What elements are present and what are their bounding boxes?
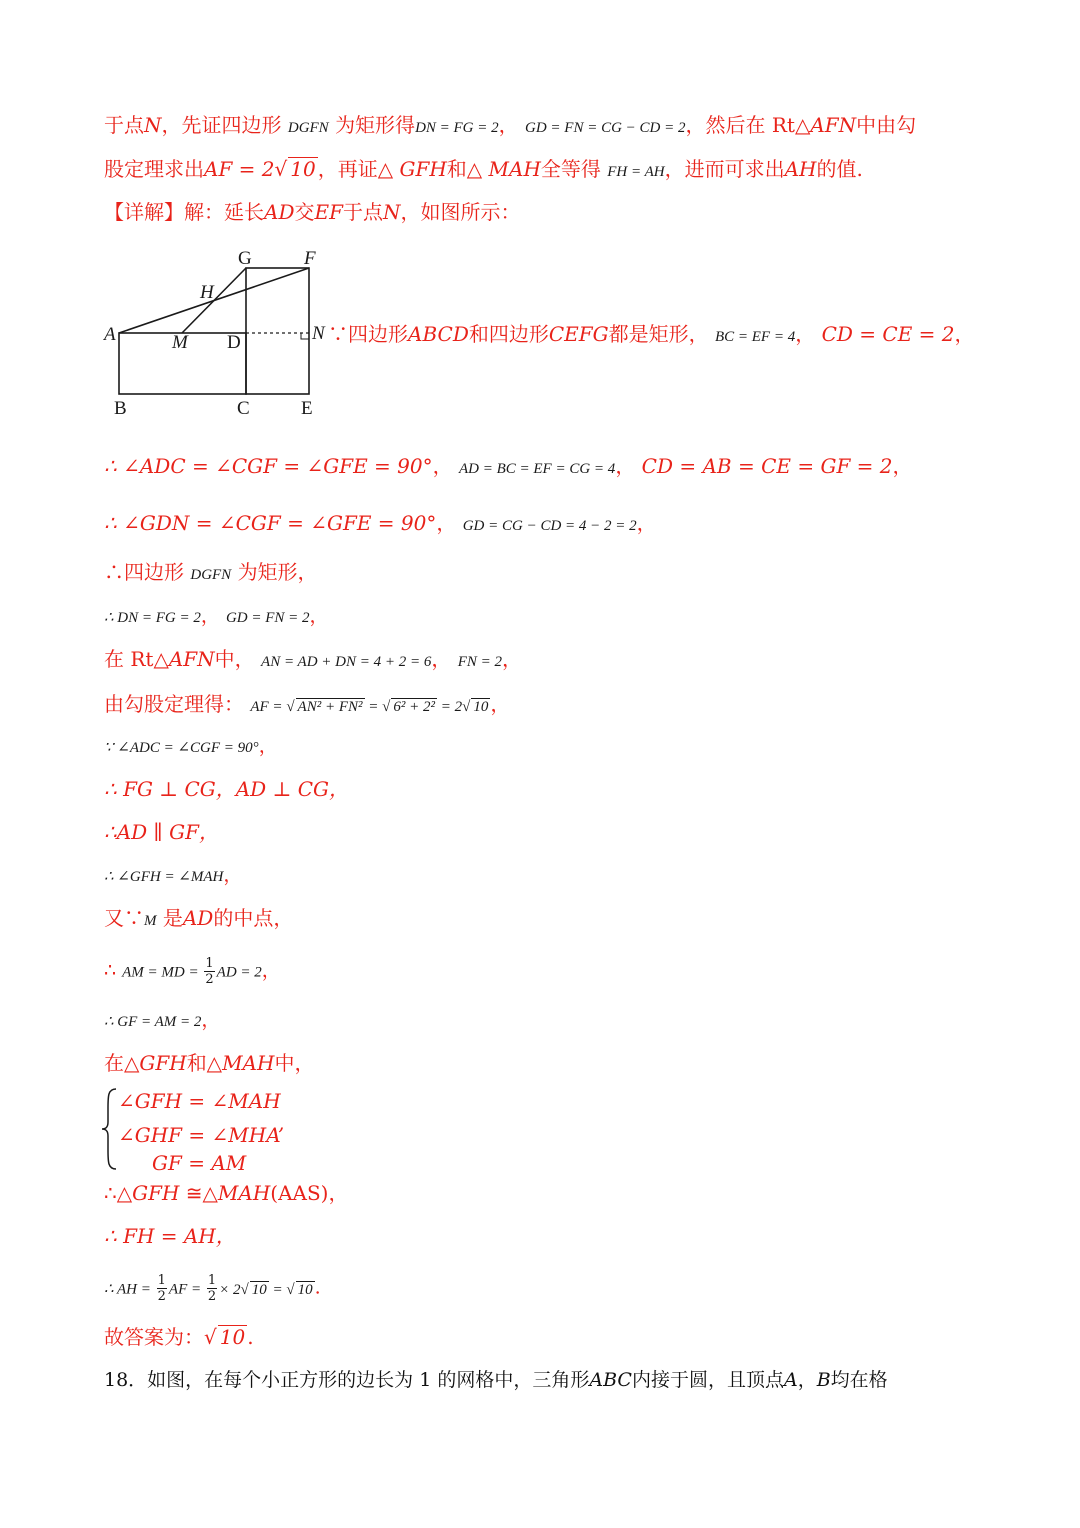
text-segment: 全等得 [540,157,601,181]
text-segment: ， [797,1369,817,1391]
fraction-denominator: 2 [207,1289,217,1304]
math-cefg: CEFG [548,322,609,346]
text-segment: 【详解】解：延长 [104,200,264,224]
text-segment: ，再证△ [317,157,394,181]
math-abc: ABC [589,1369,632,1391]
math-n: N [144,113,162,137]
math-m: M [144,913,157,929]
text-segment: ，先证四边形 [161,113,282,137]
sqrt-radicand: 10 [251,1281,267,1298]
text-comma: ， [309,605,329,627]
math-cd-ce: CD = CE = 2 [821,322,955,346]
math-angle-equality: ∴ ∠GDN = ∠CGF = ∠GFE = 90° [104,511,437,535]
label-n: N [312,323,325,344]
sqrt-radicand: AN² + FN² [297,699,363,715]
math-fn-value: FN = 2 [457,654,503,670]
text-segment: 为矩形， [237,560,318,584]
math-perpendicular: ∴ FG ⊥ CG，AD ⊥ CG， [104,777,350,801]
text-comma: ， [261,959,281,982]
text-comma: ， [200,605,220,627]
text-segment: 和四边形 [468,322,549,346]
text-segment: 的值. [816,157,863,181]
congruence-condition-3: GF = AM [152,1151,247,1175]
text-segment: ≅△ [179,1181,218,1205]
detail-line-19 [104,1180,348,1206]
math-dgfn: DGFN [287,120,329,136]
text-period: . [314,1276,321,1299]
math-afn: AFN [810,113,857,137]
math-side-equality-2: CD = AB = CE = GF = 2 [641,454,893,478]
math-part: = 2 [436,699,463,715]
text-segment: 中， [274,1051,315,1075]
sqrt-radicand: 10 [290,157,316,181]
sqrt-radicand: 10 [297,1281,313,1298]
text-segment: 在△ [104,1051,140,1075]
text-segment: 为矩形得 [335,113,416,137]
geometry-figure [100,244,340,424]
text-comma: ， [954,322,975,346]
math-an-value: AN = AD + DN = 4 + 2 = 6 [261,654,432,670]
text-segment: 中， [214,647,255,671]
label-h: H [200,282,214,303]
text-comma: ， [431,647,452,671]
fraction-one-half [204,956,214,987]
math-ad: AD [182,906,214,930]
text-comma: ， [436,511,457,535]
math-fh-ah: ∴ FH = AH， [104,1224,236,1248]
sqrt-radicand: 10 [473,699,489,715]
math-mah: MAH [222,1051,275,1075]
text-segment: 的中点， [213,906,294,930]
text-comma: ， [432,454,453,478]
math-gd-fn: GD = FN = CG − CD = 2 [525,120,686,136]
math-ah: ∴ AH = [104,1281,155,1298]
text-segment: ，进而可求出 [664,157,785,181]
text-comma: ， [223,864,243,886]
text-comma: ， [892,454,913,478]
math-abcd: ABCD [408,322,469,346]
math-gd-value: GD = CG − CD = 4 − 2 = 2 [462,518,637,534]
math-ah: AH [784,157,817,181]
text-segment: 故答案为： [104,1325,204,1349]
text-segment: 由勾股定理得： [104,692,244,716]
text-comma: ， [795,322,816,346]
text-comma: ， [201,1009,221,1031]
text-segment: 在 Rt△ [104,647,169,671]
segment-gm [182,268,246,333]
sqrt-radicand: 6² + 2² [393,699,435,715]
math-bc-ef: BC = EF = 4 [714,329,796,345]
detail-line-7 [104,559,318,588]
detail-line-18 [104,1050,314,1076]
text-comma: ， [615,454,636,478]
text-segment: 是 [162,906,183,930]
detail-line-5 [104,453,913,482]
math-mah: MAH [217,1181,271,1205]
label-e: E [301,398,313,419]
text-segment: ∴△ [104,1181,133,1205]
right-angle-mark [301,333,309,339]
text-segment: 18．如图，在每个小正方形的边长为 1 的网格中，三角形 [104,1369,590,1391]
text-segment: 于点 [342,200,383,224]
text-segment: 和△ [446,157,483,181]
text-segment: ∴ [104,959,117,982]
detail-line-20 [104,1223,236,1249]
detail-line-9 [104,646,522,675]
congruence-condition-2: ∠GHF = ∠MHA’ [118,1123,285,1147]
math-fh-ah: FH = AH [607,164,665,180]
fraction-numerator: 1 [205,956,214,971]
detail-line-11 [104,733,278,761]
math-part: = [364,699,383,715]
text-segment: 和△ [186,1051,223,1075]
text-comma: ， [498,113,519,137]
math-af: AF = [168,1281,205,1298]
math-dn-fg: ∴ DN = FG = 2 [104,610,201,626]
text-segment: 交 [294,200,315,224]
math-af-pythagoras: AF = √ AN² + FN² = √ 6² + 2² = 2√ 10 [250,699,489,715]
analysis-line-2: 股定理求出AF = 2√ 10 ，再证△ GFH和△ MAH全等得 FH = AH，进而可求出AH的值. [104,157,863,181]
math-gf-am: ∴ GF = AM = 2 [104,1014,202,1030]
math-gfh: GFH [139,1051,187,1075]
text-segment: ∵四边形 [328,322,408,346]
math-gfh: GFH [132,1181,180,1205]
detail-line-4 [328,321,975,350]
math-angle-equality: ∵ ∠ADC = ∠CGF = 90° [104,740,259,756]
math-part: × 2 [219,1281,241,1298]
math-af: AF = 2 [204,157,275,181]
math-mah: MAH [488,157,541,181]
congruence-condition-1: ∠GFH = ∠MAH [118,1089,281,1113]
math-product: × 2√ 10 = √ 10 [219,1281,313,1298]
fraction-denominator: 2 [205,972,214,987]
math-angle-equality: ∴ ∠GFH = ∠MAH [104,869,224,885]
text-segment: 股定理求出 [104,157,204,181]
sqrt-radicand: 10 [219,1325,246,1349]
fraction-one-half [207,1273,217,1304]
math-part: = [268,1281,287,1298]
text-segment: ∴四边形 [104,560,184,584]
fraction-denominator: 2 [157,1289,166,1304]
detail-line-12 [104,776,349,802]
answer-line: 故答案为：√ 10 . [104,1325,254,1349]
text-segment: ，如图所示： [400,200,521,224]
text-segment: 均在格 [830,1369,888,1391]
math-gd-fn: GD = FN = 2 [225,610,310,626]
math-n: N [382,200,401,224]
detail-line-6 [104,510,657,539]
math-ef: EF [314,200,343,224]
label-m: M [172,332,188,353]
text-segment: 中由勾 [856,113,917,137]
text-segment: ，然后在 Rt△ [685,113,811,137]
detail-heading-line [104,199,520,225]
system-brace [100,1086,120,1172]
label-b: B [114,398,127,419]
text-segment: 于点 [104,113,144,137]
text-period: . [247,1325,254,1349]
math-dgfn: DGFN [190,567,232,583]
detail-line-10 [104,691,510,720]
question-18-line [104,1367,888,1393]
text-segment: 内接于圆，且顶点 [631,1369,784,1391]
label-g: G [238,248,252,269]
detail-line-15 [104,905,293,934]
math-part: AF = [250,699,287,715]
fraction-numerator: 1 [207,1273,217,1288]
label-a: A [104,324,116,345]
text-comma: ， [636,511,657,535]
text-comma: ， [490,692,511,716]
math-afn: AFN [168,647,215,671]
text-segment: 又∵ [104,906,144,930]
label-f: F [304,248,316,269]
detail-line-14 [104,862,242,890]
text-segment: (AAS)， [270,1181,349,1205]
detail-line-13 [104,819,219,845]
label-d: D [227,332,241,353]
math-am-md: AM = MD = [122,964,203,981]
math-gfh: GFH [399,157,447,181]
text-comma: ， [258,735,278,757]
math-ad-value: AD = 2 [216,964,262,981]
detail-line-16 [104,956,281,987]
detail-line-17 [104,1007,220,1035]
math-a: A [783,1369,798,1391]
math-dn-fg: DN = FG = 2 [415,120,499,136]
math-b: B [816,1369,831,1391]
text-comma: ， [502,647,523,671]
math-ad: AD [264,200,295,224]
detail-line-8 [104,603,329,631]
analysis-line-1 [104,112,916,141]
detail-line-21 [104,1273,321,1304]
text-segment: 都是矩形， [608,322,709,346]
math-parallel: ∴AD ∥ GF， [104,820,220,844]
math-side-equality: AD = BC = EF = CG = 4 [458,461,616,477]
label-c: C [237,398,250,419]
fraction-numerator: 1 [157,1273,166,1288]
fraction-one-half [157,1273,167,1304]
math-angle-equality: ∴ ∠ADC = ∠CGF = ∠GFE = 90° [104,454,433,478]
